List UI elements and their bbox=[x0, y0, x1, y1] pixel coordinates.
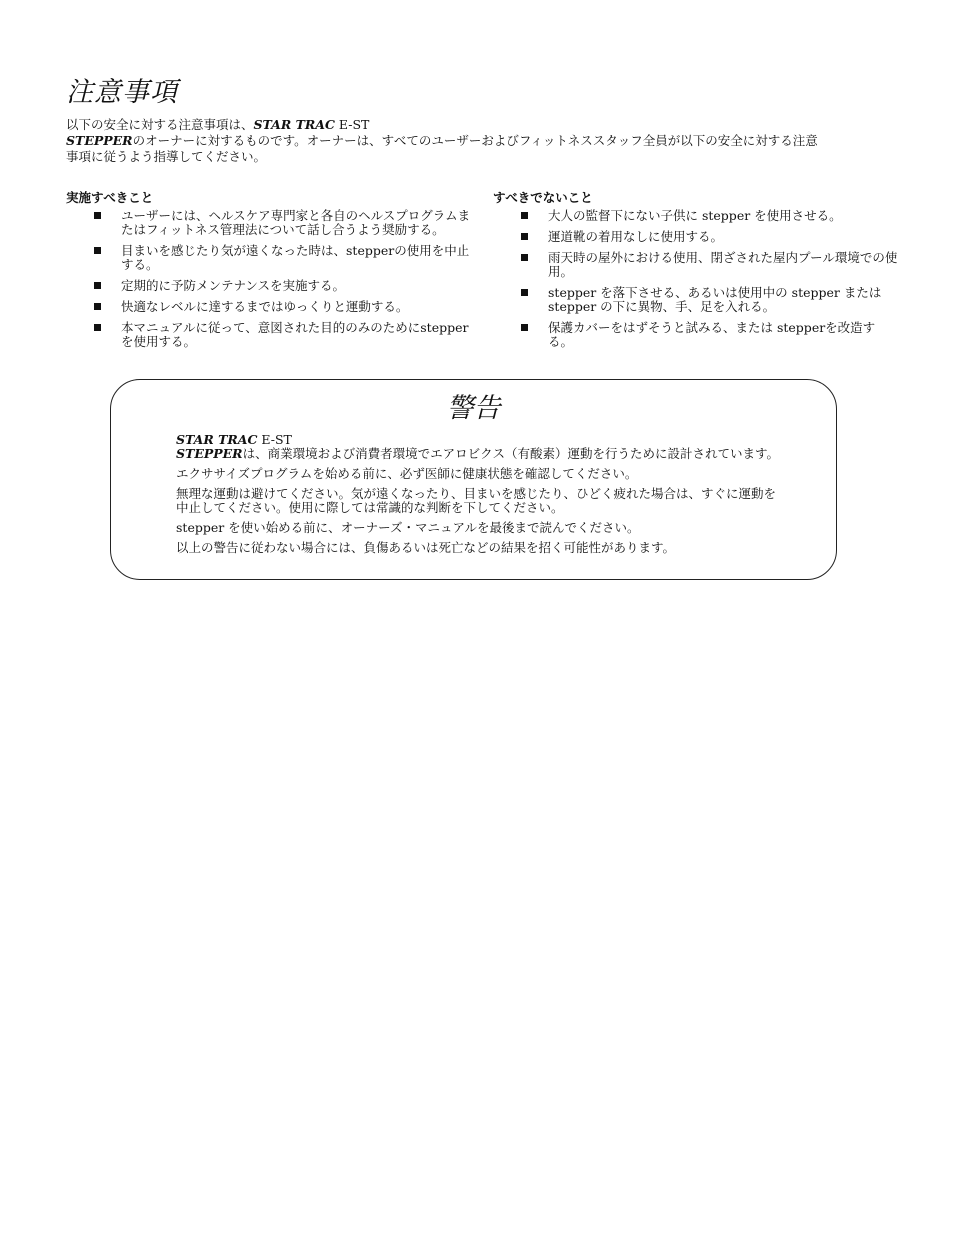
list-item bbox=[66, 279, 476, 293]
warning-text: は、商業環境および消費者環境でエアロビクス（有酸素）運動を行うために設計されています。 bbox=[242, 446, 779, 461]
do-item-text: 目まいを感じたり気が遠くなった時は、stepperの使用を中止する。 bbox=[121, 243, 470, 272]
list-item bbox=[493, 321, 898, 349]
warning-model: E-ST bbox=[257, 432, 292, 447]
do-list bbox=[66, 209, 476, 349]
list-item bbox=[493, 230, 898, 244]
dont-item-text: 運道靴の着用なしに使用する。 bbox=[548, 229, 724, 244]
page-title: 注意事項 bbox=[66, 77, 178, 108]
dont-item-text: 雨天時の屋外における使用、閉ざされた屋内プール環境での使用。 bbox=[548, 250, 898, 279]
warning-body bbox=[176, 433, 786, 561]
intro-prefix: 以下の安全に対する注意事項は、 bbox=[66, 117, 254, 132]
bullet-square-icon bbox=[521, 289, 528, 296]
bullet-square-icon bbox=[94, 282, 101, 289]
dont-item-text: 大人の監督下にない子供に stepper を使用させる。 bbox=[548, 208, 842, 223]
dont-heading: すべきでないこと bbox=[493, 190, 593, 205]
warning-brand-name: STAR TRAC bbox=[176, 432, 258, 447]
warning-product-name: STEPPER bbox=[176, 446, 243, 461]
warning-paragraph bbox=[176, 433, 786, 461]
intro-text-continued: 事項に従うよう指導してください。 bbox=[66, 149, 267, 164]
intro-brand-name: STAR TRAC bbox=[253, 117, 335, 132]
intro-paragraph bbox=[66, 117, 896, 165]
intro-model: E-ST bbox=[334, 117, 370, 132]
bullet-square-icon bbox=[94, 247, 101, 254]
list-item bbox=[493, 286, 898, 314]
warning-paragraph: stepper を使い始める前に、オーナーズ・マニュアルを最後まで読んでください。 bbox=[176, 520, 640, 535]
dont-item-text: stepper を落下させる、あるいは使用中の stepper またはstepper の下に異物、手、足を入れる。 bbox=[548, 285, 882, 314]
bullet-square-icon bbox=[94, 212, 101, 219]
bullet-square-icon bbox=[521, 324, 528, 331]
warning-paragraph: 無理な運動は避けてください。気が遠くなったり、目まいを感じたり、ひどく疲れた場合は、すぐに運動を中止してください。使用に際しては常識的な判断を下してください。 bbox=[176, 486, 777, 515]
do-heading: 実施すべきこと bbox=[66, 190, 154, 205]
list-item bbox=[66, 244, 476, 272]
do-item-text: 本マニュアルに従って、意図された目的のみのためにstepper を使用する。 bbox=[121, 320, 469, 349]
warning-box bbox=[110, 379, 837, 580]
do-section bbox=[66, 190, 476, 356]
dont-list bbox=[493, 209, 898, 349]
bullet-square-icon bbox=[521, 233, 528, 240]
intro-product-name: STEPPER bbox=[66, 133, 133, 148]
list-item bbox=[66, 209, 476, 237]
bullet-square-icon bbox=[521, 254, 528, 261]
do-item-text: ユーザーには、ヘルスケア専門家と各自のヘルスプログラムまたはフィットネス管理法について話し合うよう奨励する。 bbox=[121, 208, 471, 237]
bullet-square-icon bbox=[521, 212, 528, 219]
warning-title: 警告 bbox=[446, 393, 501, 424]
list-item bbox=[493, 209, 898, 223]
bullet-square-icon bbox=[94, 324, 101, 331]
intro-text: のオーナーに対するものです。オーナーは、すべてのユーザーおよびフィットネススタッフ全員が以下の安全に対する注意 bbox=[132, 133, 818, 148]
list-item bbox=[493, 251, 898, 279]
dont-section bbox=[493, 190, 898, 356]
warning-paragraph: エクササイズプログラムを始める前に、必ず医師に健康状態を確認してください。 bbox=[176, 466, 638, 481]
list-item bbox=[66, 300, 476, 314]
bullet-square-icon bbox=[94, 303, 101, 310]
warning-paragraph: 以上の警告に従わない場合には、負傷あるいは死亡などの結果を招く可能性があります。 bbox=[176, 540, 676, 555]
dont-item-text: 保護カバーをはずそうと試みる、または stepperを改造する。 bbox=[548, 320, 876, 349]
do-item-text: 定期的に予防メンテナンスを実施する。 bbox=[121, 278, 346, 293]
list-item bbox=[66, 321, 476, 349]
do-item-text: 快適なレベルに達するまではゆっくりと運動する。 bbox=[121, 299, 409, 314]
